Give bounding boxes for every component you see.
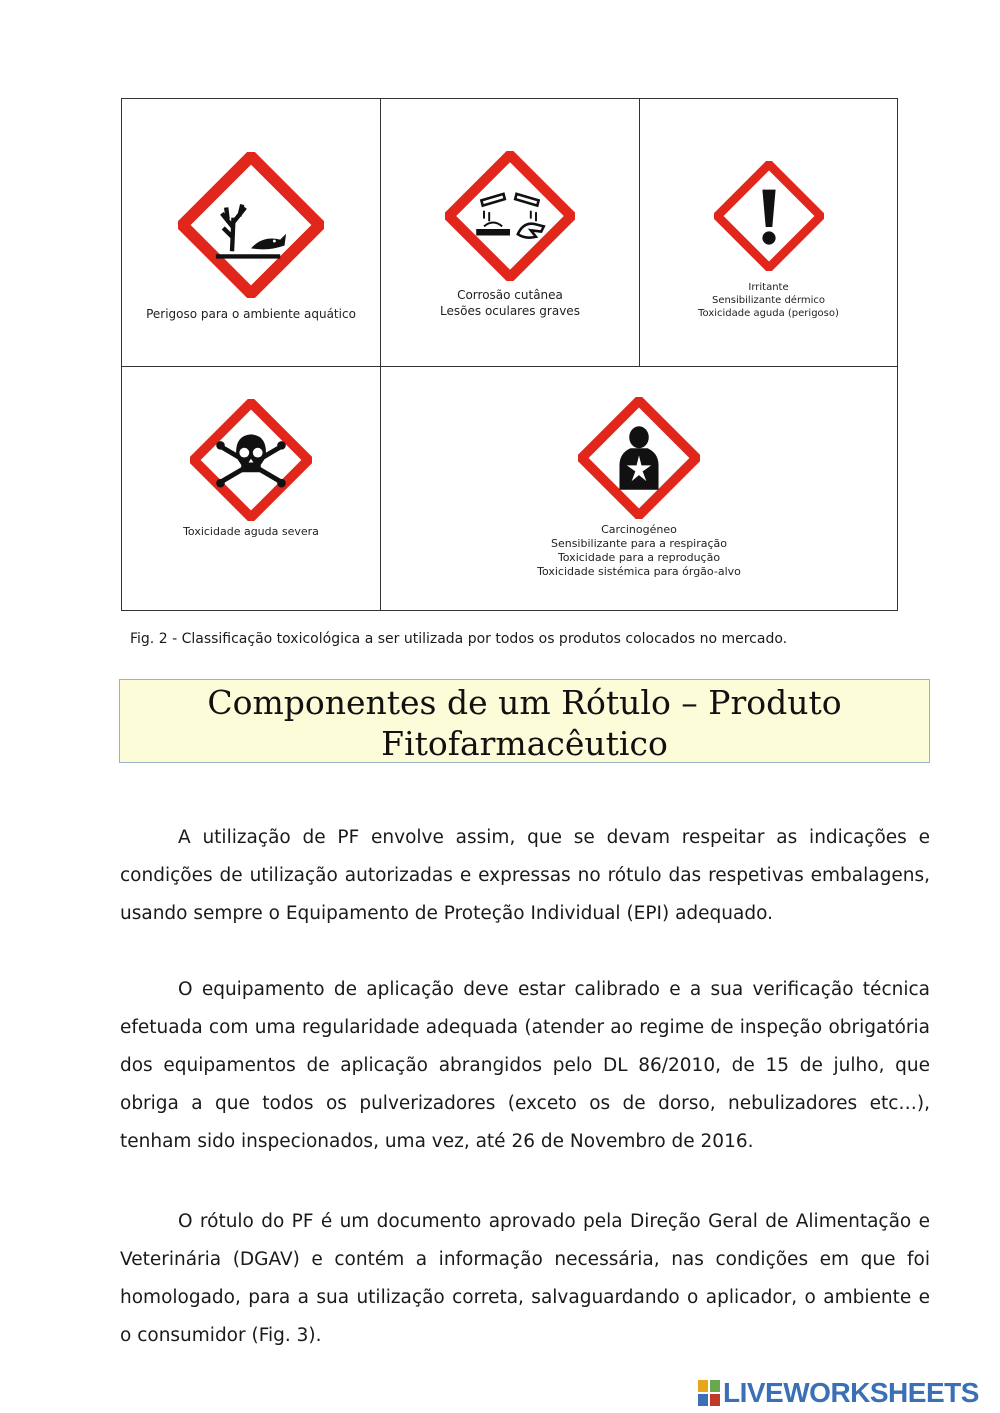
section-title-box	[119, 679, 930, 763]
figure-caption: Fig. 2 - Classificação toxicológica a ser utilizada por todos os produtos colocados no mercado.	[130, 631, 788, 647]
paragraph-text: O rótulo do PF é um documento aprovado pela Direção Geral de Alimentação e Veterinária (DGAV) e contém a informação necessária, nas condições em que foi homologado, para a sua utilização correta, salvaguardando o aplicador, o ambiente e o consumidor (Fig. 3).	[120, 1211, 930, 1346]
pictogram-caption-line: Carcinogéneo	[601, 523, 677, 536]
pictogram-caption-line: Toxicidade para a reprodução	[557, 551, 721, 564]
paragraph	[120, 1203, 930, 1355]
skull-crossbones-icon	[190, 399, 312, 521]
paragraph-text: A utilização de PF envolve assim, que se devam respeitar as indicações e condições de utilização autorizadas e expressas no rótulo das respetivas embalagens, usando sempre o Equipamento de Proteção Individual (EPI) adequado.	[120, 827, 930, 924]
watermark-text: LIVEWORKSHEETS	[723, 1377, 979, 1408]
paragraph	[120, 971, 930, 1161]
pictogram-cell-health-hazard	[381, 367, 897, 610]
section-title-line: Componentes de um Rótulo – Produto	[207, 683, 842, 722]
environment-hazard-icon	[178, 152, 324, 298]
pictogram-cell-corrosion	[381, 99, 639, 366]
liveworksheets-logo-icon	[698, 1380, 720, 1406]
pictogram-cell-irritant	[640, 99, 897, 366]
paragraph-text: O equipamento de aplicação deve estar calibrado e a sua verificação técnica efetuada com uma regularidade adequada (atender ao regime de inspeção obrigatória dos equipamentos de aplicação abrangidos pelo DL 86/2010, de 15 de julho, que obriga a que todos os pulverizadores (exceto os de dorso, nebulizadores etc…), tenham sido inspecionados, uma vez, até 26 de Novembro de 2016.	[120, 979, 930, 1152]
pictogram-cell-environment	[122, 99, 380, 366]
exclamation-mark-icon	[714, 161, 824, 271]
pictogram-caption-line: Corrosão cutânea	[457, 288, 563, 302]
pictogram-caption-line: Sensibilizante para a respiração	[550, 537, 728, 550]
pictogram-caption-line: Toxicidade aguda severa	[183, 525, 319, 538]
pictogram-caption-line: Perigoso para o ambiente aquático	[146, 307, 356, 321]
pictogram-caption-line: Toxicidade sistémica para órgão-alvo	[537, 565, 741, 578]
pictogram-caption-line: Lesões oculares graves	[440, 304, 580, 318]
corrosion-icon	[445, 151, 575, 281]
section-title-line: Fitofarmacêutico	[381, 724, 668, 763]
paragraph	[120, 819, 930, 933]
pictogram-cell-toxicity	[122, 367, 380, 610]
liveworksheets-logo	[698, 1376, 979, 1410]
pictogram-caption-line: Irritante	[748, 282, 789, 293]
health-hazard-icon	[578, 397, 700, 519]
pictogram-table	[121, 98, 898, 611]
pictogram-caption-line: Sensibilizante dérmico	[711, 295, 826, 306]
pictogram-caption-line: Toxicidade aguda (perigoso)	[698, 308, 839, 319]
